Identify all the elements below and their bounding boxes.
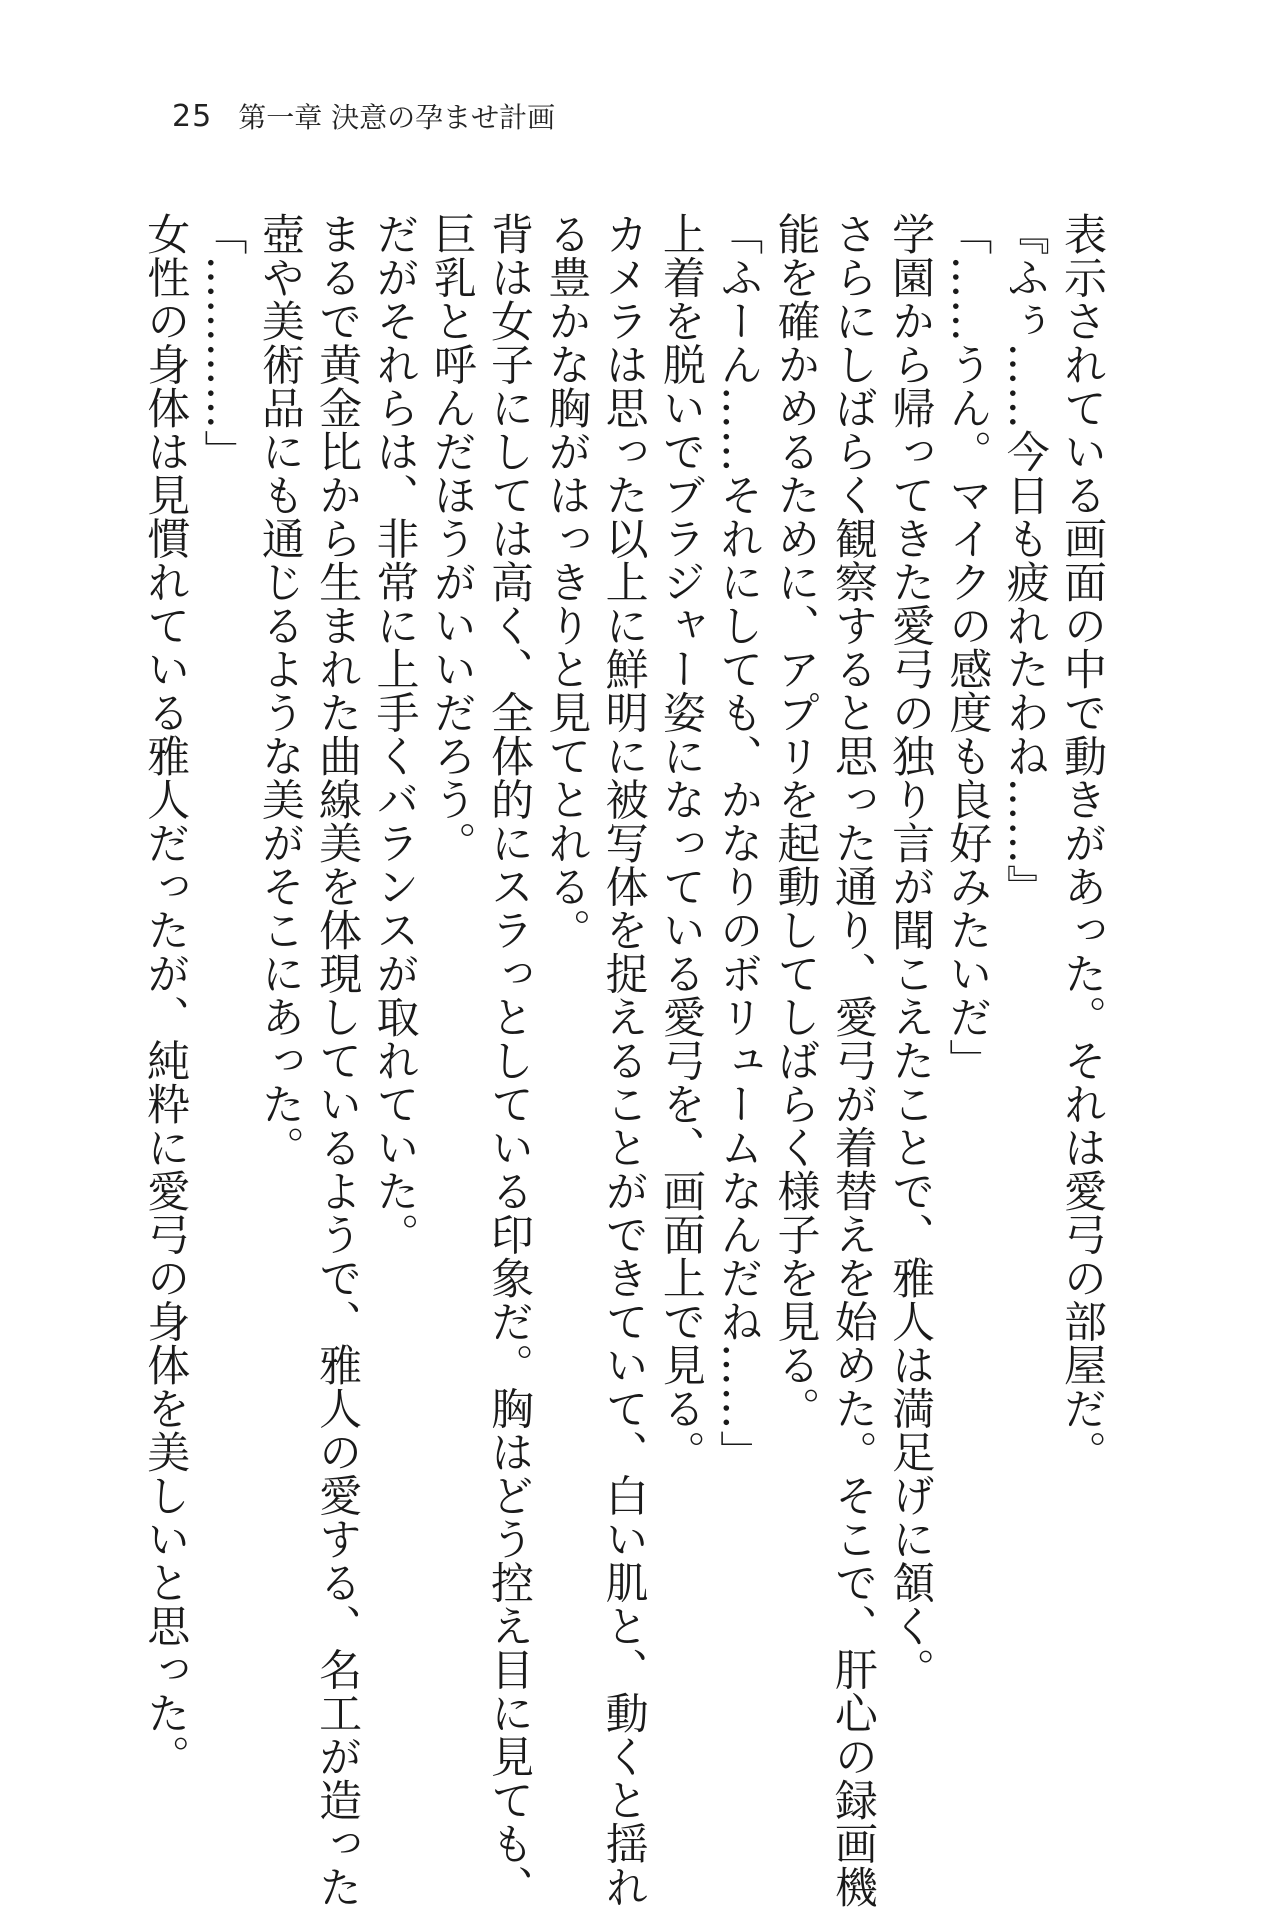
text-line: 「…………」 xyxy=(197,212,248,473)
text-line: 背は女子にしては高く、全体的にスラっとしている印象だ。胸はどう控え目に見ても、 xyxy=(484,212,535,1909)
text-line: 壺や美術品にも通じるような美がそこにあった。 xyxy=(254,212,305,1169)
text-line: 表示されている画面の中で動きがあった。それは愛弓の部屋だ。 xyxy=(1057,212,1107,1474)
page-header xyxy=(172,96,555,136)
text-line: る豊かな胸がはっきりと見てとれる。 xyxy=(541,212,592,952)
text-line: さらにしばらく観察すると思った通り、愛弓が着替えを始めた。そこで、肝心の録画機 xyxy=(827,212,878,1909)
text-line: 「……うん。マイクの感度も良好みたいだ」 xyxy=(942,212,993,1082)
page-number: 25 xyxy=(172,98,213,134)
text-line: まるで黄金比から生まれた曲線美を体現しているようで、雅人の愛する、名工が造った xyxy=(312,212,363,1909)
vertical-body-text xyxy=(140,212,1110,1909)
chapter-title: 第一章 決意の孕ませ計画 xyxy=(238,101,556,134)
text-line: だがそれらは、非常に上手くバランスが取れていた。 xyxy=(369,212,420,1256)
text-line: 巨乳と呼んだほうがいいだろう。 xyxy=(426,212,477,865)
text-line: 『ふぅ……今日も疲れたわね……』 xyxy=(999,212,1050,908)
text-line: 「ふーん……それにしても、かなりのボリュームなんだね……」 xyxy=(713,212,764,1474)
text-line: 女性の身体は見慣れている雅人だったが、純粋に愛弓の身体を美しいと思った。 xyxy=(140,212,191,1778)
text-line: カメラは思った以上に鮮明に被写体を捉えることができていて、白い肌と、動くと揺れ xyxy=(598,212,649,1909)
text-line: 学園から帰ってきた愛弓の独り言が聞こえたことで、雅人は満足げに頷く。 xyxy=(885,212,936,1691)
text-line: 上着を脱いでブラジャー姿になっている愛弓を、画面上で見る。 xyxy=(655,212,706,1474)
text-line: 能を確かめるために、アプリを起動してしばらく様子を見る。 xyxy=(770,212,821,1430)
